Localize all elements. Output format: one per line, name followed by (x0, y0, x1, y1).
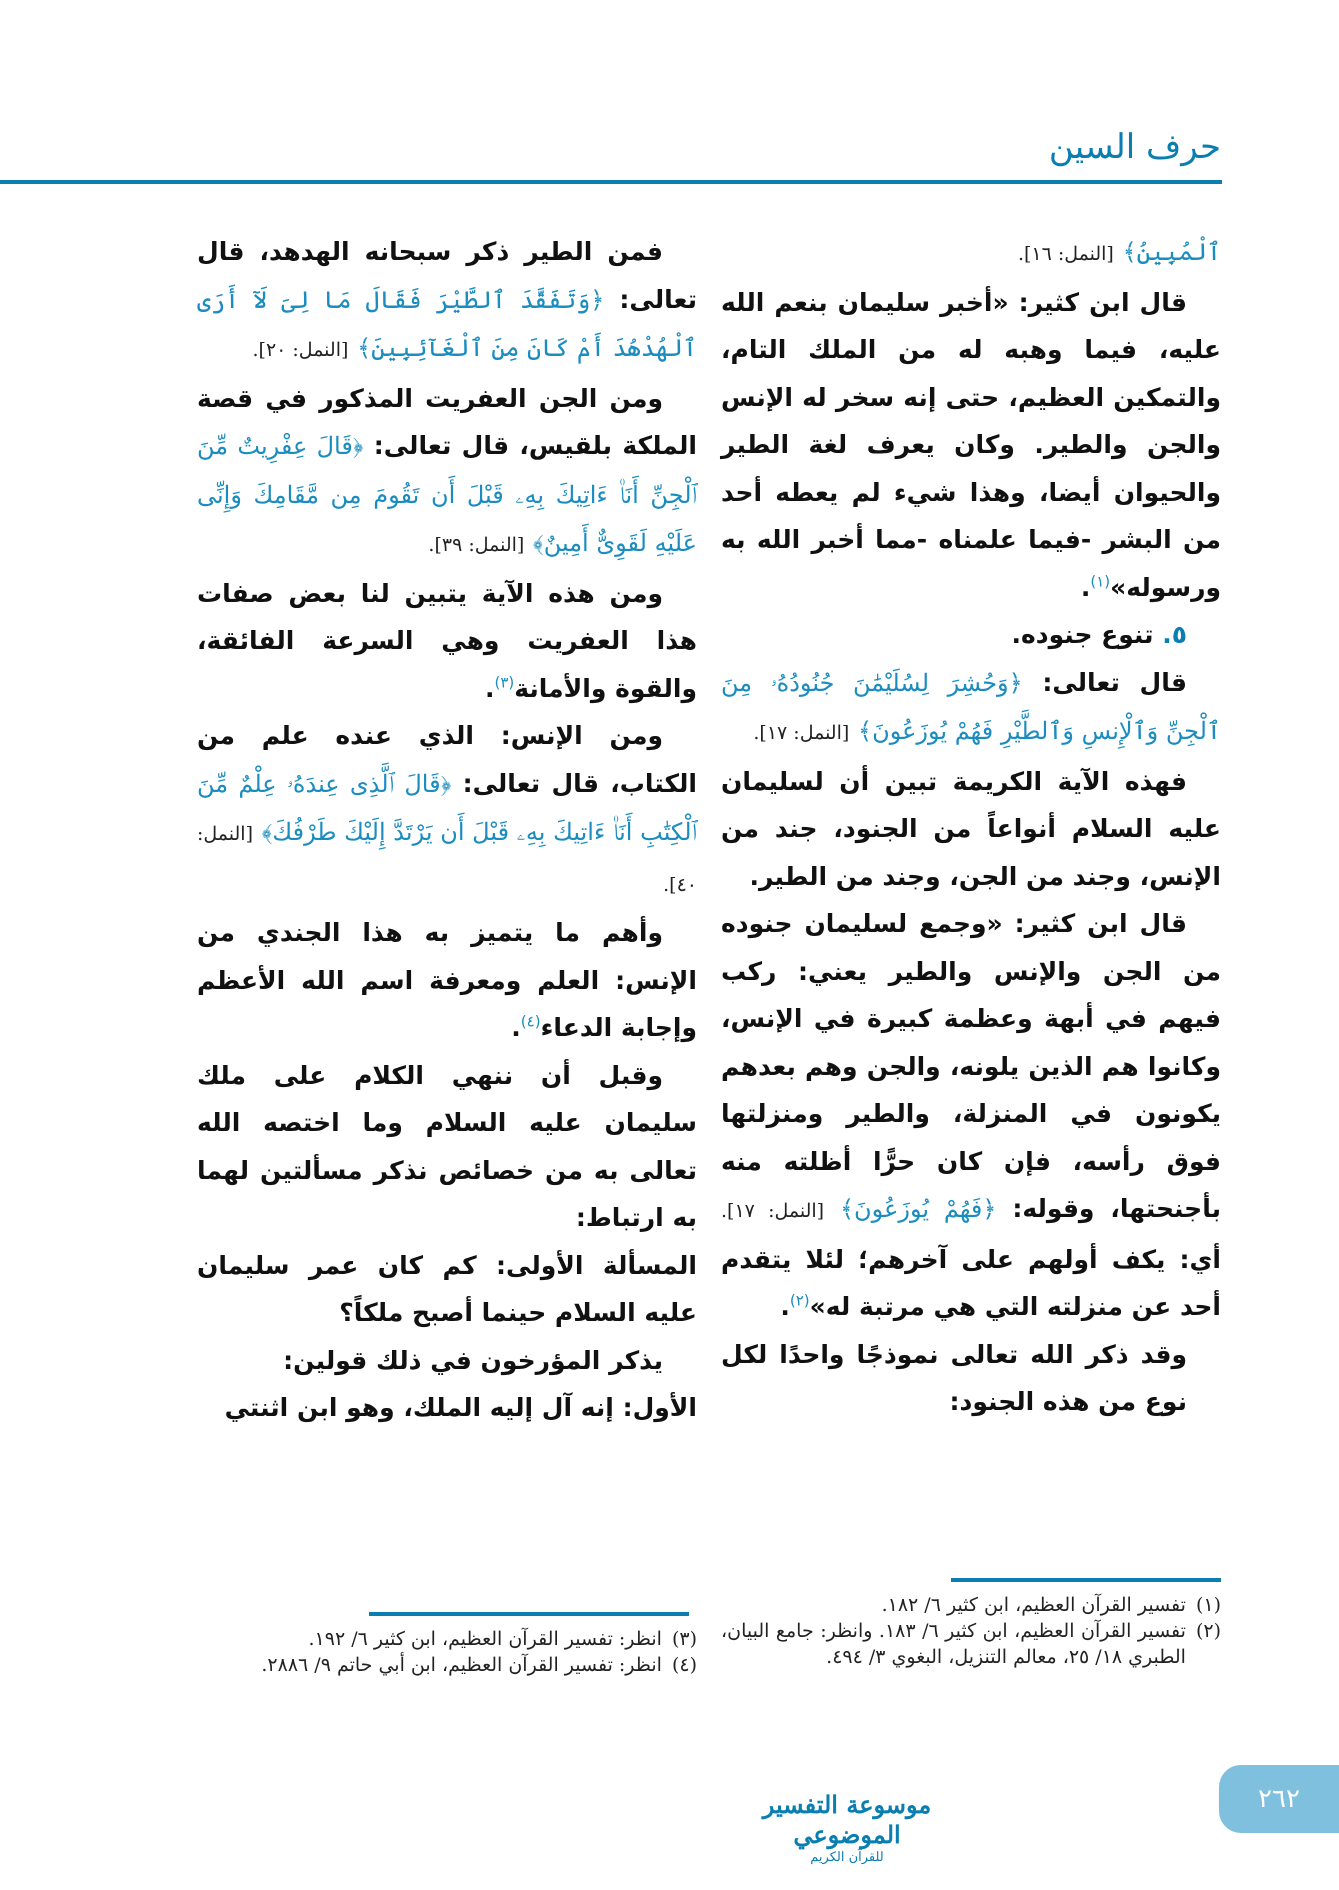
paragraph (197, 228, 697, 375)
paragraph-text: قال تعالى: (1042, 667, 1187, 697)
verse-open-ornament-icon: ﴿ (590, 285, 605, 314)
paragraph: الأول: إنه آل إليه الملك، وهو ابن اثنتي (224, 1393, 697, 1422)
verse-reference: [النمل: ٣٩]. (428, 534, 525, 556)
footnote (197, 1626, 697, 1652)
paragraph (197, 909, 697, 1052)
footnote-text: انظر: تفسير القرآن العظيم، ابن كثير ٦/ ١٩٢. (308, 1628, 662, 1650)
paragraph-text: ومن الإنس: الذي عنده علم من الكتاب، قال تعالى: (197, 721, 697, 798)
paragraph (721, 228, 1221, 279)
verse-reference: [النمل: ٢٠]. (252, 339, 349, 361)
paragraph-text: ومن هذه الآية يتبين لنا بعض صفات هذا العفريت وهي السرعة الفائقة، والقوة والأمانة (197, 578, 697, 703)
paragraph-text: أي: يكف أولهم على آخرهم؛ لئلا يتقدم أحد عن منزلته التي هي مرتبة له» (721, 1244, 1221, 1321)
verse-reference: [النمل: ٤٠]. (197, 823, 697, 896)
footnotes-left (197, 1626, 697, 1678)
footnote-number: (١) (1195, 1594, 1221, 1616)
paragraph (721, 900, 1221, 1331)
punctuation: . (484, 673, 495, 703)
verse-close-ornament-icon: ﴾ (261, 818, 273, 846)
footnote-divider-right (951, 1578, 1221, 1582)
section-heading (721, 611, 1221, 659)
paragraph (721, 1331, 1221, 1428)
paragraph (197, 570, 697, 713)
logo-title: موسوعة التفسير الموضوعي (762, 1790, 932, 1849)
list-heading: نوع من هذه الجنود: (949, 1387, 1187, 1416)
paragraph (721, 659, 1221, 758)
verse-open-ornament-icon: ﴿ (982, 1195, 997, 1223)
footnote-number: (٢) (1195, 1620, 1221, 1642)
paragraph (721, 279, 1221, 612)
section-heading-text: تنوع جنوده. (1011, 620, 1154, 649)
footnote-number: (٤) (671, 1654, 697, 1676)
page-number-tab (1219, 1765, 1339, 1833)
paragraph-text: وأهم ما يتميز به هذا الجندي من الإنس: العلم ومعرفة اسم الله الأعظم وإجابة الدعاء (197, 918, 697, 1042)
footnote-text: تفسير القرآن العظيم، ابن كثير ٦/ ١٨٣. وانظر: جامع البيان، الطبري ١٨/ ٢٥، معالم التنزيل، البغوي ٣/ ٤٩٤. (721, 1620, 1186, 1668)
verse-close-ornament-icon: ﴾ (357, 334, 372, 362)
paragraph (197, 712, 697, 909)
question-heading: المسألة الأولى: كم كان عمر سليمان عليه السلام حينما أصبح ملكاً؟ (197, 1250, 697, 1327)
footnote-number: (٣) (671, 1628, 697, 1650)
quran-verse: ٱلْمُبِينُ﴾ (1122, 238, 1221, 266)
paragraph-text: قال ابن كثير: «أخبر سليمان بنعم الله عليه، فيما وهبه له من الملك التام، والتمكين العظيم، حتى إنه سخر له الإنس والجن والطير. وكان يعرف لغة الطير والحيوان أيضا، وهذا شيء لم يعطه أحد من البشر -فيما علمناه -مما أخبر الله به ورسوله» (721, 287, 1221, 602)
paragraph: فهذه الآية الكريمة تبين أن لسليمان عليه السلام أنواعاً من الجنود، جند من الإنس، وجند من الجن، وجند من الطير. (721, 766, 1221, 891)
page-number: ٢٦٢ (1258, 1784, 1300, 1814)
paragraph-text: وقد ذكر الله تعالى نموذجًا واحدًا لكل (721, 1339, 1187, 1369)
quran-verse: ﴿قَالَ عِفْرِيتٌ مِّنَ ٱلْجِنِّ أَنَا۠ ءَاتِيكَ بِهِۦ قَبْلَ أَن تَقُومَ مِن مَّقَامِكَ وَإِنِّى عَلَيْهِ لَقَوِىٌّ أَمِينٌ﴾ (197, 432, 697, 557)
left-column (197, 228, 697, 1432)
footnote-ref[interactable]: (٢) (789, 1291, 810, 1310)
footnote-divider-left (369, 1612, 689, 1616)
header-divider (0, 180, 1222, 184)
encyclopedia-logo (747, 1790, 947, 1866)
verse-open-ornament-icon: ﴿ (440, 769, 452, 798)
chapter-title: حرف السين (1048, 127, 1221, 167)
footnote-ref[interactable]: (١) (1090, 572, 1111, 591)
footnote (721, 1618, 1221, 1670)
quran-verse: ﴿وَحُشِرَ لِسُلَيْمَٰنَ جُنُودُهُۥ مِنَ ٱلْجِنِّ وَٱلْإِنسِ وَٱلطَّيْرِ فَهُمْ يُوزَعُونَ﴾ (721, 668, 1221, 745)
verse-close-ornament-icon: ﴾ (839, 1195, 855, 1223)
footnote (197, 1652, 697, 1678)
paragraph (197, 375, 697, 570)
punctuation: . (1080, 572, 1091, 602)
verse-open-ornament-icon: ﴿ (1008, 668, 1023, 697)
punctuation: . (511, 1013, 521, 1042)
quran-verse: ﴿فَهُمْ يُوزَعُونَ﴾ (839, 1195, 997, 1223)
verse-close-ornament-icon: ﴾ (858, 717, 873, 745)
verse-close-ornament-icon: ﴾ (1122, 238, 1137, 266)
footnotes-right (721, 1592, 1221, 1670)
footnote-ref[interactable]: (٣) (494, 673, 515, 692)
paragraph-text: قال ابن كثير: «وجمع لسليمان جنوده من الجن والإنس والطير يعني: ركب فيهم في أبهة وعظمة كبيرة في الإنس، وكانوا هم الذين يلونه، والجن وهم بعدهم يكونون في المنزلة، والطير ومنزلتها فوق رأسه، فإن كان حرًّا أظلته منه بأجنحتها، وقوله: (721, 909, 1221, 1223)
section-number: ٥. (1162, 620, 1187, 649)
quran-verse: ﴿وَتَفَقَّدَ ٱلطَّيْرَ فَقَالَ مَا لِىَ لَآ أَرَى ٱلْهُدْهُدَ أَمْ كَانَ مِنَ ٱلْغَآئِبِينَ﴾ (197, 285, 697, 362)
logo-subtitle: للقرآن الكريم (810, 1850, 884, 1865)
verse-reference: [النمل: ١٧]. (753, 722, 850, 744)
verse-reference: [النمل: ١٧]. (721, 1200, 825, 1222)
paragraph: وقبل أن ننهي الكلام على ملك سليمان عليه السلام وما اختصه الله تعالى به من خصائص نذكر مسألتين لهما به ارتباط: (197, 1060, 697, 1232)
paragraph-text: ومن الجن العفريت المذكور في قصة الملكة بلقيس، قال تعالى: (197, 383, 697, 460)
paragraph: يذكر المؤرخون في ذلك قولين: (283, 1345, 663, 1375)
verse-reference: [النمل: ١٦]. (1017, 243, 1114, 265)
footnote (721, 1592, 1221, 1618)
footnote-ref[interactable]: (٤) (520, 1012, 541, 1031)
punctuation: . (780, 1292, 790, 1321)
verse-close-ornament-icon: ﴾ (533, 529, 544, 557)
paragraph-text: فمن الطير ذكر سبحانه الهدهد، قال تعالى: (197, 237, 697, 314)
quran-verse: ﴿قَالَ ٱلَّذِى عِندَهُۥ عِلْمٌ مِّنَ ٱلْكِتَٰبِ أَنَا۠ ءَاتِيكَ بِهِۦ قَبْلَ أَن يَرْتَدَّ إِلَيْكَ طَرْفُكَ﴾ (197, 769, 697, 846)
footnote-text: تفسير القرآن العظيم، ابن كثير ٦/ ١٨٢. (881, 1594, 1186, 1616)
footnote-text: انظر: تفسير القرآن العظيم، ابن أبي حاتم ٩/ ٢٨٨٦. (261, 1654, 662, 1676)
right-column (721, 228, 1221, 1428)
verse-open-ornament-icon: ﴿ (352, 432, 364, 460)
